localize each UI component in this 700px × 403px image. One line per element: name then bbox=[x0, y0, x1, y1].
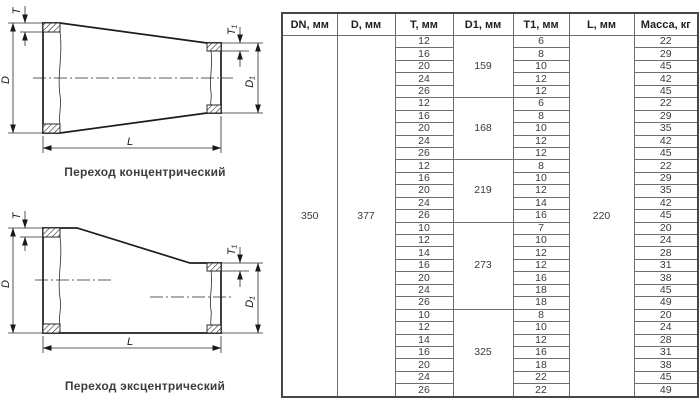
cell-t: 16 bbox=[395, 259, 453, 271]
concentric-body-outline bbox=[43, 23, 221, 133]
cell-mass: 31 bbox=[634, 346, 698, 358]
cell-mass: 31 bbox=[634, 259, 698, 271]
cell-t: 24 bbox=[395, 135, 453, 147]
cell-d1: 325 bbox=[453, 309, 513, 397]
cell-t: 24 bbox=[395, 371, 453, 383]
cell-mass: 45 bbox=[634, 60, 698, 72]
cell-mass: 29 bbox=[634, 48, 698, 60]
cell-t1: 18 bbox=[513, 284, 569, 296]
label-T: T bbox=[11, 212, 23, 220]
dim-T bbox=[11, 211, 43, 251]
cell-t: 10 bbox=[395, 309, 453, 321]
col-header-mass: Масса, кг bbox=[634, 13, 698, 36]
cell-mass: 35 bbox=[634, 185, 698, 197]
cell-t: 12 bbox=[395, 98, 453, 110]
cell-mass: 49 bbox=[634, 297, 698, 309]
dim-D bbox=[0, 228, 43, 333]
col-header-d1: D1, мм bbox=[453, 13, 513, 36]
cell-mass: 45 bbox=[634, 371, 698, 383]
cell-t1: 12 bbox=[513, 247, 569, 259]
cell-t: 26 bbox=[395, 85, 453, 97]
cell-mass: 49 bbox=[634, 384, 698, 397]
cell-mass: 28 bbox=[634, 247, 698, 259]
cell-l: 220 bbox=[569, 36, 634, 398]
cell-t: 26 bbox=[395, 384, 453, 397]
eccentric-weld-hatch bbox=[43, 228, 221, 333]
cell-t1: 8 bbox=[513, 48, 569, 60]
concentric-reducer-drawing bbox=[2, 2, 278, 162]
cell-t: 20 bbox=[395, 359, 453, 371]
cell-mass: 45 bbox=[634, 147, 698, 159]
cell-mass: 29 bbox=[634, 110, 698, 122]
dim-L bbox=[43, 336, 221, 353]
cell-dn: 350 bbox=[282, 36, 337, 398]
cell-t: 16 bbox=[395, 172, 453, 184]
cell-t: 24 bbox=[395, 73, 453, 85]
cell-d1: 219 bbox=[453, 160, 513, 222]
cell-t: 12 bbox=[395, 160, 453, 172]
cell-mass: 38 bbox=[634, 272, 698, 284]
cell-t1: 14 bbox=[513, 197, 569, 209]
cell-t1: 18 bbox=[513, 297, 569, 309]
cell-t: 26 bbox=[395, 297, 453, 309]
cell-mass: 45 bbox=[634, 210, 698, 222]
cell-t1: 18 bbox=[513, 359, 569, 371]
cell-t1: 16 bbox=[513, 272, 569, 284]
cell-t: 12 bbox=[395, 322, 453, 334]
label-D1: D₁ bbox=[244, 296, 256, 308]
cell-t1: 10 bbox=[513, 172, 569, 184]
cell-t1: 12 bbox=[513, 259, 569, 271]
cell-mass: 24 bbox=[634, 235, 698, 247]
cell-t: 26 bbox=[395, 210, 453, 222]
cell-t1: 8 bbox=[513, 160, 569, 172]
col-header-dn: DN, мм bbox=[282, 13, 337, 36]
col-header-t: T, мм bbox=[395, 13, 453, 36]
cell-t1: 12 bbox=[513, 135, 569, 147]
eccentric-reducer-drawing bbox=[2, 204, 278, 364]
cell-mass: 35 bbox=[634, 123, 698, 135]
cell-t1: 8 bbox=[513, 309, 569, 321]
eccentric-caption: Переход эксцентрический bbox=[64, 379, 226, 393]
cell-mass: 20 bbox=[634, 309, 698, 321]
cell-t1: 10 bbox=[513, 322, 569, 334]
col-header-l: L, мм bbox=[569, 13, 634, 36]
header-row bbox=[282, 13, 698, 36]
concentric-caption: Переход концентрический bbox=[64, 165, 226, 179]
dim-T1 bbox=[221, 24, 249, 67]
cell-d1: 168 bbox=[453, 98, 513, 160]
cell-t1: 22 bbox=[513, 384, 569, 397]
cell-t: 26 bbox=[395, 147, 453, 159]
cell-t1: 8 bbox=[513, 110, 569, 122]
dim-D1 bbox=[221, 263, 263, 333]
cell-mass: 45 bbox=[634, 284, 698, 296]
cell-t1: 12 bbox=[513, 85, 569, 97]
cell-mass: 22 bbox=[634, 36, 698, 48]
label-L: L bbox=[126, 136, 134, 148]
cell-t1: 7 bbox=[513, 222, 569, 234]
cell-t1: 10 bbox=[513, 235, 569, 247]
cell-mass: 29 bbox=[634, 172, 698, 184]
cell-t: 16 bbox=[395, 48, 453, 60]
cell-t1: 16 bbox=[513, 210, 569, 222]
cell-t1: 22 bbox=[513, 371, 569, 383]
label-D1: D₁ bbox=[244, 76, 256, 88]
cell-mass: 42 bbox=[634, 197, 698, 209]
cell-t: 16 bbox=[395, 110, 453, 122]
cell-t1: 6 bbox=[513, 98, 569, 110]
cell-t1: 12 bbox=[513, 185, 569, 197]
label-D: D bbox=[0, 76, 12, 84]
cell-t1: 12 bbox=[513, 147, 569, 159]
label-D: D bbox=[0, 280, 12, 288]
label-T1: T₁ bbox=[226, 24, 238, 36]
cell-t: 20 bbox=[395, 185, 453, 197]
cell-t: 20 bbox=[395, 60, 453, 72]
cell-mass: 42 bbox=[634, 135, 698, 147]
cell-mass: 24 bbox=[634, 322, 698, 334]
label-T: T bbox=[11, 7, 23, 15]
cell-t: 20 bbox=[395, 272, 453, 284]
cell-mass: 22 bbox=[634, 98, 698, 110]
cell-t1: 10 bbox=[513, 123, 569, 135]
cell-t: 16 bbox=[395, 346, 453, 358]
cell-t: 24 bbox=[395, 197, 453, 209]
cell-t: 10 bbox=[395, 222, 453, 234]
cell-t1: 12 bbox=[513, 334, 569, 346]
dimensions-table bbox=[281, 12, 699, 398]
label-T1: T₁ bbox=[226, 244, 238, 256]
dim-T bbox=[11, 6, 43, 46]
cell-t1: 10 bbox=[513, 60, 569, 72]
cell-t: 24 bbox=[395, 284, 453, 296]
cell-mass: 20 bbox=[634, 222, 698, 234]
cell-t: 12 bbox=[395, 235, 453, 247]
dim-T1 bbox=[221, 244, 249, 287]
cell-t1: 12 bbox=[513, 73, 569, 85]
cell-mass: 28 bbox=[634, 334, 698, 346]
dim-L bbox=[43, 116, 221, 153]
concentric-weld-hatch bbox=[43, 23, 221, 133]
cell-t1: 6 bbox=[513, 36, 569, 48]
cell-mass: 22 bbox=[634, 160, 698, 172]
col-header-d: D, мм bbox=[337, 13, 395, 36]
col-header-t1: T1, мм bbox=[513, 13, 569, 36]
label-L: L bbox=[126, 336, 134, 348]
cell-mass: 38 bbox=[634, 359, 698, 371]
cell-d: 377 bbox=[337, 36, 395, 398]
cell-t1: 16 bbox=[513, 346, 569, 358]
cell-d1: 159 bbox=[453, 36, 513, 98]
cell-t: 20 bbox=[395, 123, 453, 135]
cell-t: 12 bbox=[395, 36, 453, 48]
eccentric-body-outline bbox=[43, 228, 221, 333]
cell-d1: 273 bbox=[453, 222, 513, 309]
cell-t: 14 bbox=[395, 334, 453, 346]
cell-t: 14 bbox=[395, 247, 453, 259]
cell-mass: 42 bbox=[634, 73, 698, 85]
cell-mass: 45 bbox=[634, 85, 698, 97]
table-row bbox=[282, 36, 698, 48]
